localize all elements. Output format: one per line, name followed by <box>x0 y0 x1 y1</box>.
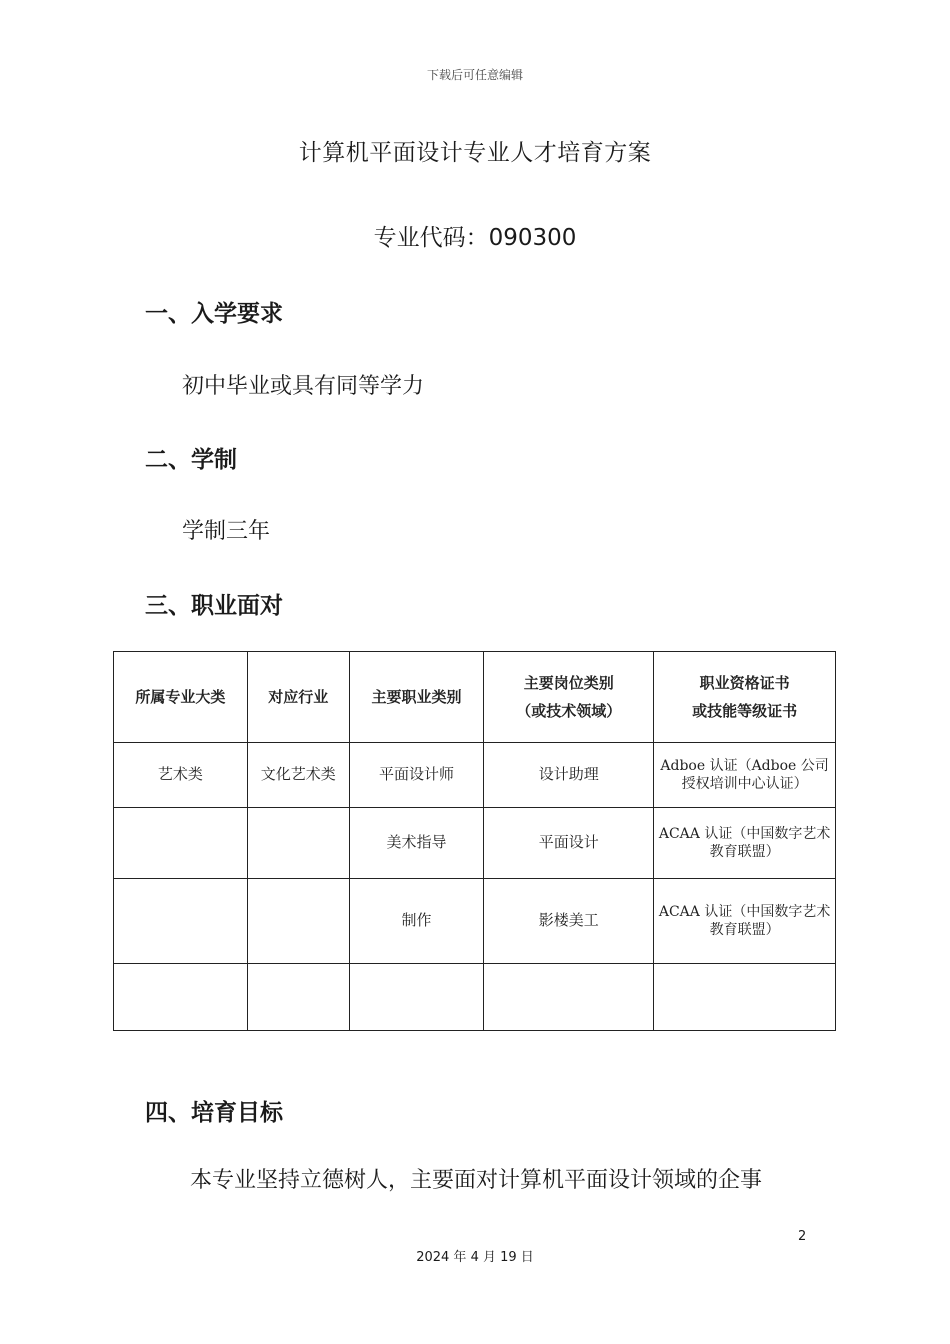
table-cell <box>247 808 349 879</box>
table-row <box>114 879 836 964</box>
table-cell: 平面设计师 <box>349 743 484 808</box>
column-header-category <box>114 652 248 743</box>
section-heading-objectives: 四、培育目标 <box>145 1100 283 1126</box>
table-cell <box>114 879 248 964</box>
column-header-occupation <box>349 652 484 743</box>
footer-date: 2024 年 4 月 19 日 <box>416 1250 534 1265</box>
column-header-position <box>484 652 654 743</box>
column-header-label: 所属专业大类 <box>135 688 226 706</box>
table-cell <box>247 879 349 964</box>
table-cell <box>349 964 484 1031</box>
section-body-admission: 初中毕业或具有同等学力 <box>182 374 425 399</box>
column-header-sublabel: （或技术领域） <box>516 702 622 720</box>
column-header-label: 主要职业类别 <box>371 688 462 706</box>
table-cell: 影楼美工 <box>484 879 654 964</box>
table-cell <box>114 964 248 1031</box>
column-header-label: 职业资格证书 <box>699 674 790 692</box>
table-cell <box>484 964 654 1031</box>
table-cell <box>654 964 836 1031</box>
column-header-industry <box>247 652 349 743</box>
section-heading-admission: 一、入学要求 <box>145 301 283 327</box>
table-row <box>114 964 836 1031</box>
document-title: 计算机平面设计专业人才培育方案 <box>298 140 652 166</box>
section-body-duration: 学制三年 <box>182 519 271 544</box>
column-header-sublabel: 或技能等级证书 <box>692 702 798 720</box>
table-cell <box>114 808 248 879</box>
table-cell: 制作 <box>349 879 484 964</box>
table-cell: 艺术类 <box>114 743 248 808</box>
career-table <box>113 651 836 1031</box>
table-row <box>114 743 836 808</box>
page-number: 2 <box>798 1229 807 1244</box>
table-header-row <box>114 652 836 743</box>
column-header-label: 主要岗位类别 <box>523 674 614 692</box>
section-heading-duration: 二、学制 <box>145 447 237 473</box>
table-cell: 平面设计 <box>484 808 654 879</box>
table-cell <box>247 964 349 1031</box>
column-header-certificate <box>654 652 836 743</box>
table-cell-certificate: ACAA 认证（中国数字艺术教育联盟） <box>654 808 836 879</box>
table-cell: 文化艺术类 <box>247 743 349 808</box>
section-heading-career: 三、职业面对 <box>145 593 283 619</box>
table-cell: 美术指导 <box>349 808 484 879</box>
table-cell: 设计助理 <box>484 743 654 808</box>
objectives-paragraph: 本专业坚持立德树人，主要面对计算机平面设计领域的企事 <box>190 1168 763 1193</box>
column-header-label: 对应行业 <box>268 688 329 706</box>
table-row <box>114 808 836 879</box>
header-note: 下载后可任意编辑 <box>426 68 523 82</box>
major-code: 专业代码：090300 <box>373 225 577 251</box>
table-cell-certificate: ACAA 认证（中国数字艺术教育联盟） <box>654 879 836 964</box>
table-cell-certificate: Adboe 认证（Adboe 公司授权培训中心认证） <box>654 743 836 808</box>
